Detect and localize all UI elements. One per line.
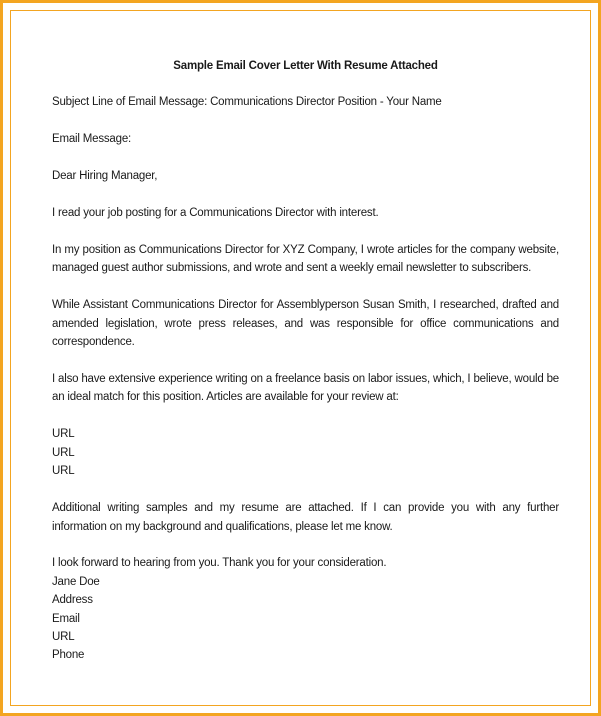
url-item: URL (52, 446, 75, 459)
url-list (52, 425, 559, 480)
closing-line: I look forward to hearing from you. Thank you for your consideration. (52, 557, 387, 570)
letter-document (52, 57, 559, 665)
signature-email: Email (52, 612, 80, 625)
signature-name: Jane Doe (52, 575, 100, 588)
email-message-label: Email Message: (52, 133, 132, 146)
url-item: URL (52, 428, 75, 441)
subject-line: Subject Line of Email Message: Communications Director Position - Your Name (52, 96, 442, 109)
signature-phone: Phone (52, 649, 85, 662)
url-item: URL (52, 465, 75, 478)
signature-address: Address (52, 594, 93, 607)
paragraph-intro: I read your job posting for a Communications Director with interest. (52, 207, 379, 220)
paragraph-closing: Additional writing samples and my resume are attached. If I can provide you with any further information on my background and qualifications, please let me know. (52, 502, 559, 533)
salutation: Dear Hiring Manager, (52, 170, 158, 183)
document-title: Sample Email Cover Letter With Resume Attached (173, 60, 438, 72)
paragraph-xyz-experience: In my position as Communications Director for XYZ Company, I wrote articles for the company website, managed guest author submissions, and wrote and sent a weekly email newsletter to subscribers. (52, 244, 559, 275)
signature-url: URL (52, 631, 75, 644)
paragraph-freelance: I also have extensive experience writing on a freelance basis on labor issues, which, I believe, would be an ideal match for this position. Articles are available for your review at: (52, 373, 559, 404)
paragraph-assistant-experience: While Assistant Communications Director for Assemblyperson Susan Smith, I researched, drafted and amended legislation, wrote press releases, and was responsible for office communications and correspondence. (52, 299, 559, 349)
signature-block (52, 573, 559, 665)
